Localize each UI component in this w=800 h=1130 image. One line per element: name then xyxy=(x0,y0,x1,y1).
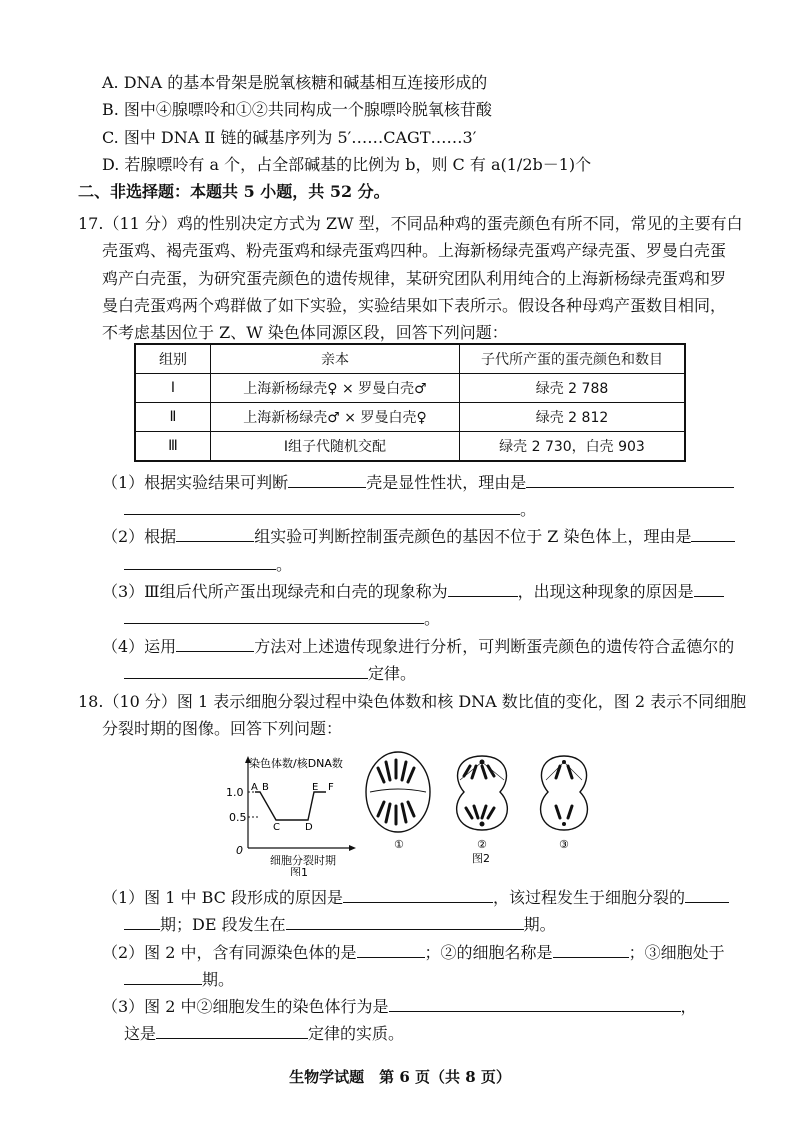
q17-p2-text: （2）根据 xyxy=(102,527,177,546)
table-cell: 绿壳 2 812 xyxy=(460,403,686,432)
q18-part2 xyxy=(102,941,725,964)
cell-2 xyxy=(457,756,508,830)
table-row xyxy=(135,432,685,462)
answer-blank[interactable] xyxy=(156,1022,308,1039)
cell-label: ① xyxy=(394,838,404,851)
q18-intro-1: 18.（10 分）图 1 表示细胞分裂过程中染色体数和核 DNA 数比值的变化，图 2 表示不同细胞 xyxy=(78,692,747,711)
fig1-x-label: 细胞分裂时期 xyxy=(270,854,336,867)
answer-blank[interactable] xyxy=(176,635,254,652)
table-header-cell: 子代所产蛋的蛋壳颜色和数目 xyxy=(460,344,686,374)
q18-p2-text: ；②的细胞名称是 xyxy=(424,943,553,962)
answer-blank[interactable] xyxy=(124,553,276,570)
answer-blank[interactable] xyxy=(124,913,160,930)
experiment-table xyxy=(134,343,686,462)
q17-intro-3: 鸡产白壳蛋，为研究蛋壳颜色的遗传规律，某研究团队利用纯合的上海新杨绿壳蛋鸡和罗 xyxy=(102,269,727,288)
period: 。 xyxy=(424,609,441,628)
q18-p2-text: 期。 xyxy=(202,970,235,989)
q17-p1-text: 壳是显性性状，理由是 xyxy=(366,473,527,492)
q17-p4-text: 方法对上述遗传现象进行分析，可判断蛋壳颜色的遗传符合孟德尔的 xyxy=(254,637,735,656)
point-label-f: F xyxy=(328,782,334,793)
answer-blank[interactable] xyxy=(685,886,729,903)
q17-part3 xyxy=(102,580,724,603)
q17-p3-text: ，出现这种现象的原因是 xyxy=(517,582,694,601)
point-label-e: E xyxy=(312,782,319,793)
q18-part3-cont xyxy=(124,1022,404,1045)
q18-p3-text: 这是 xyxy=(124,1024,157,1043)
table-row xyxy=(135,403,685,432)
q17-intro-5: 不考虑基因位于 Z、W 染色体同源区段，回答下列问题： xyxy=(102,323,508,342)
q18-p1-text: 期；DE 段发生在 xyxy=(160,915,286,934)
point-label-c: C xyxy=(273,822,280,833)
x-axis-arrow xyxy=(349,845,356,851)
fig1-chart xyxy=(226,750,362,876)
fig2-caption: 图2 xyxy=(472,852,490,864)
y-tick-label: 1.0 xyxy=(226,786,244,799)
table-cell: 绿壳 2 730，白壳 903 xyxy=(460,432,686,462)
table-cell: Ⅰ组子代随机交配 xyxy=(211,432,460,462)
q17-p3-text: （3）Ⅲ组后代所产蛋出现绿壳和白壳的现象称为 xyxy=(102,582,448,601)
point-labels xyxy=(251,782,334,833)
q17-p1-text: （1）根据实验结果可判断 xyxy=(102,473,289,492)
q17-part1 xyxy=(102,471,734,494)
q18-intro-2: 分裂时期的图像。回答下列问题： xyxy=(102,719,343,738)
table-cell: Ⅰ xyxy=(135,374,211,403)
table-cell: Ⅱ xyxy=(135,403,211,432)
cell-label: ② xyxy=(477,838,487,851)
cell-label: ③ xyxy=(559,838,569,851)
point-label-b: B xyxy=(262,782,269,793)
answer-blank[interactable] xyxy=(553,941,629,958)
point-label-d: D xyxy=(305,822,313,833)
option-a: A. DNA 的基本骨架是脱氧核糖和碱基相互连接形成的 xyxy=(102,73,488,92)
origin-label: 0 xyxy=(236,844,243,857)
answer-blank[interactable] xyxy=(286,913,524,930)
answer-blank[interactable] xyxy=(124,498,520,515)
q18-p3-text: 定律的实质。 xyxy=(308,1024,405,1043)
q18-part1-cont xyxy=(124,913,556,936)
page-footer: 生物学试题 第 6 页（共 8 页） xyxy=(289,1068,511,1086)
answer-blank[interactable] xyxy=(176,525,254,542)
answer-blank[interactable] xyxy=(694,580,724,597)
answer-blank[interactable] xyxy=(526,471,734,488)
q18-p1-text: ，该过程发生于细胞分裂的 xyxy=(493,888,686,907)
q17-p4-text: 定律。 xyxy=(368,664,417,683)
q18-p1-text: 期。 xyxy=(523,915,556,934)
q17-intro-1: 17.（11 分）鸡的性别决定方式为 ZW 型，不同品种鸡的蛋壳颜色有所不同，常见的主要有白 xyxy=(78,214,743,233)
q18-p3-text: ， xyxy=(680,997,697,1016)
q18-part3 xyxy=(102,995,697,1018)
q17-part3-cont xyxy=(124,607,440,630)
y-tick-label: 0.5 xyxy=(229,811,247,824)
option-d: D. 若腺嘌呤有 a 个，占全部碱基的比例为 b，则 C 有 a(1/2b－1)个 xyxy=(102,155,592,174)
answer-blank[interactable] xyxy=(389,995,681,1012)
q18-part2-cont xyxy=(124,968,234,991)
answer-blank[interactable] xyxy=(124,607,424,624)
table-header-row xyxy=(135,344,685,374)
q18-p2-text: ；③细胞处于 xyxy=(628,943,725,962)
ratio-line xyxy=(255,792,326,820)
fig1-y-label: 染色体数/核DNA数 xyxy=(249,757,343,770)
q17-part1-cont xyxy=(124,498,536,521)
q17-part4-cont xyxy=(124,662,416,685)
q18-p3-text: （3）图 2 中②细胞发生的染色体行为是 xyxy=(102,997,389,1016)
q18-part1 xyxy=(102,886,729,909)
point-label-a: A xyxy=(251,782,258,793)
period: 。 xyxy=(276,555,293,574)
q17-p4-text: （4）运用 xyxy=(102,637,177,656)
cell-1 xyxy=(366,752,430,832)
q17-intro-4: 曼白壳蛋鸡两个鸡群做了如下实验，实验结果如下表所示。假设各种母鸡产蛋数目相同， xyxy=(102,296,727,315)
period: 。 xyxy=(520,500,537,519)
table-cell: 绿壳 2 788 xyxy=(460,374,686,403)
q17-intro-2: 壳蛋鸡、褐壳蛋鸡、粉壳蛋鸡和绿壳蛋鸡四种。上海新杨绿壳蛋鸡产绿壳蛋、罗曼白壳蛋 xyxy=(102,241,727,260)
table-cell: 上海新杨绿壳♀ × 罗曼白壳♂ xyxy=(211,374,460,403)
answer-blank[interactable] xyxy=(124,968,202,985)
q18-p1-text: （1）图 1 中 BC 段形成的原因是 xyxy=(102,888,344,907)
table-cell: 上海新杨绿壳♂ × 罗曼白壳♀ xyxy=(211,403,460,432)
option-b: B. 图中④腺嘌呤和①②共同构成一个腺嘌呤脱氧核苷酸 xyxy=(102,100,492,119)
fig1-caption: 图1 xyxy=(290,866,308,876)
cell-3 xyxy=(541,756,588,830)
q17-p2-text: 组实验可判断控制蛋壳颜色的基因不位于 Z 染色体上，理由是 xyxy=(254,527,692,546)
q18-p2-text: （2）图 2 中，含有同源染色体的是 xyxy=(102,943,357,962)
answer-blank[interactable] xyxy=(691,525,735,542)
answer-blank[interactable] xyxy=(288,471,366,488)
table-cell: Ⅲ xyxy=(135,432,211,462)
answer-blank[interactable] xyxy=(357,941,425,958)
table-header-cell: 亲本 xyxy=(211,344,460,374)
option-c: C. 图中 DNA Ⅱ 链的碱基序列为 5′……CAGT……3′ xyxy=(102,128,477,147)
q17-part2 xyxy=(102,525,735,548)
table-row xyxy=(135,374,685,403)
answer-blank[interactable] xyxy=(448,580,518,597)
answer-blank[interactable] xyxy=(343,886,493,903)
fig2-cells xyxy=(360,748,598,864)
section-heading: 二、非选择题：本题共 5 小题，共 52 分。 xyxy=(78,182,390,201)
q17-part2-cont xyxy=(124,553,292,576)
table-header-cell: 组别 xyxy=(135,344,211,374)
q17-part4 xyxy=(102,635,734,658)
answer-blank[interactable] xyxy=(124,662,368,679)
